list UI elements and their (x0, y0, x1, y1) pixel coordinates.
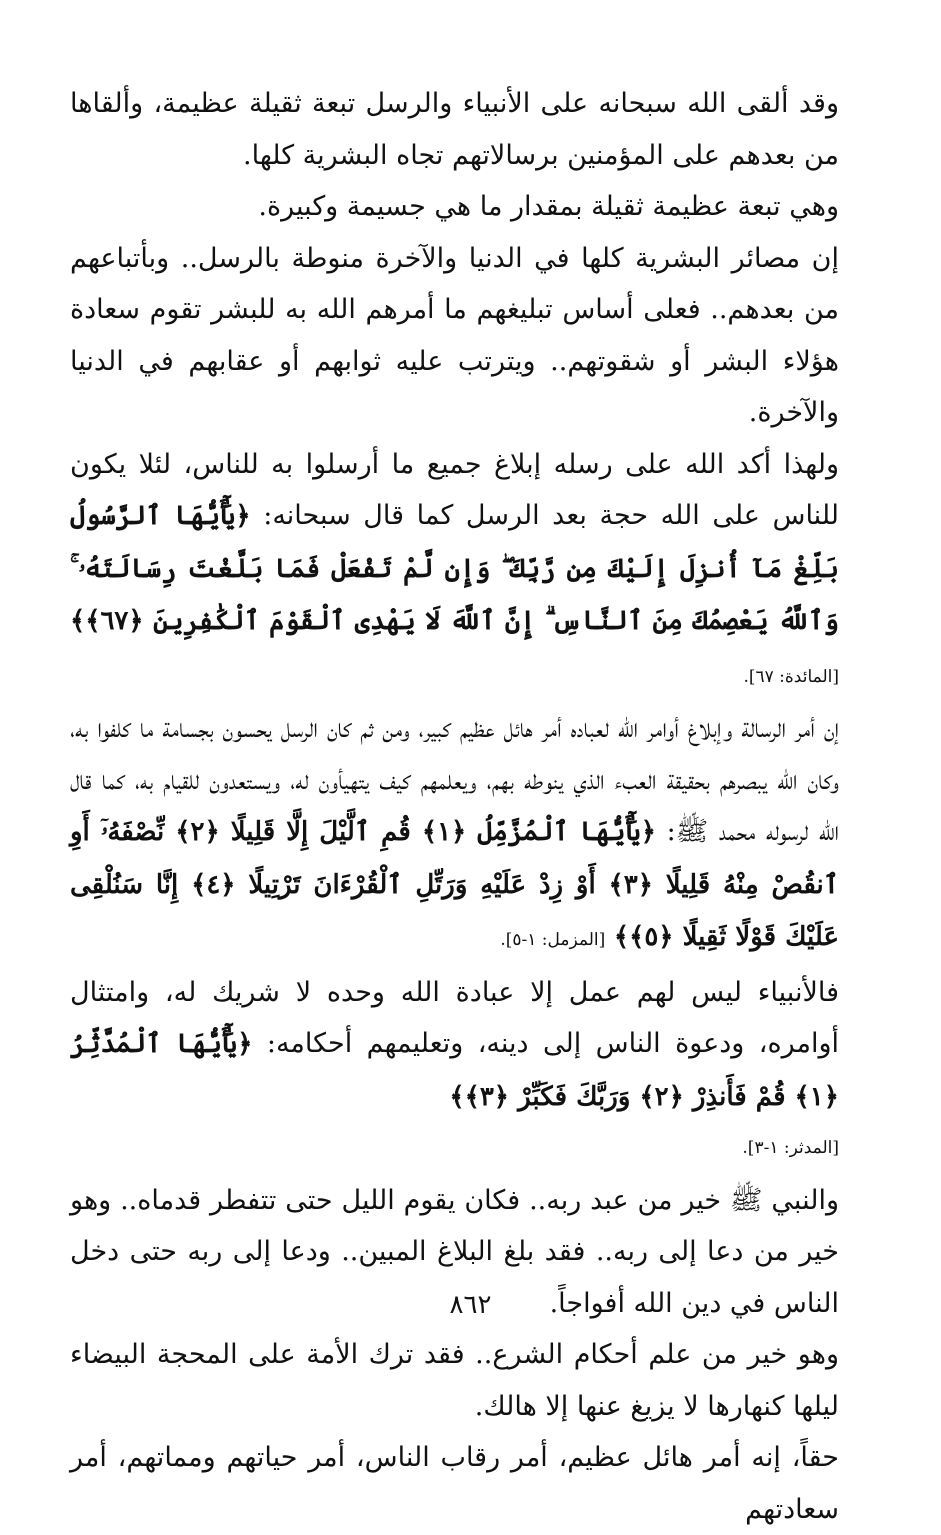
quran-verse: ﴿يَٰٓأَيُّهَا ٱلْمُدَّثِّرُ ﴿١﴾ قُمْ فَأَنذِرْ ﴿٢﴾ وَرَبَّكَ فَكَبِّرْ ﴿٣﴾﴾ (70, 1029, 839, 1112)
paragraph-6 (70, 967, 839, 1124)
paragraph-text: وهو خير من علم أحكام الشرع.. فقد ترك الأمة على المحجة البيضاء ليلها كنهارها لا يزيغ عنها إلا هالك. (70, 1339, 839, 1422)
paragraph-2 (70, 181, 839, 233)
paragraph-text: إن أمر الرسالة وإبلاغ أوامر الله لعباده أمر هائل عظيم كبير، ومن ثم كان الرسل يحسون بجسامة ما كلفوا به، وكان الله يبصرهم بحقيقة العبء الذي ينوطه بهم، ويعلمهم كيف يتهيأون له، ويستعدون للقيام به، كما قال الله لرسوله محمد ﷺ: (70, 713, 839, 847)
verse-reference: [المائدة: ٦٧]. (743, 666, 839, 687)
verse-reference: [المزمل: ١-٥]. (500, 930, 606, 950)
quran-verse: ﴿يَٰٓأَيُّهَا ٱلرَّسُولُ بَلِّغْ مَآ أُنزِلَ إِلَيْكَ مِن رَّبِّكَ ۖ وَإِن لَّمْ تَفْعَلْ فَمَا بَلَّغْتَ رِسَالَتَهُۥ ۚ وَٱللَّهُ يَعْصِمُكَ مِنَ ٱلنَّاسِ ۗ إِنَّ ٱللَّهَ لَا يَهْدِى ٱلْقَوْمَ ٱلْكَٰفِرِينَ ﴿٦٧﴾﴾ (70, 501, 839, 636)
verse-reference-line (70, 1123, 839, 1175)
paragraph-text: فالأنبياء ليس لهم عمل إلا عبادة الله وحده لا شريك له، وامتثال أوامره، ودعوة الناس إلى دينه، وتعليمهم أحكامه: (70, 976, 839, 1059)
paragraph-text: حقاً، إنه أمر هائل عظيم، أمر رقاب الناس، أمر حياتهم ومماتهم، أمر سعادتهم (70, 1442, 839, 1525)
paragraph-text: إن مصائر البشرية كلها في الدنيا والآخرة منوطة بالرسل.. وبأتباعهم من بعدهم.. فعلى أساس تبليغهم ما أمرهم الله به للبشر تقوم سعادة هؤلاء البشر أو شقوتهم.. ويترتب عليه ثوابهم أو عقابهم في الدنيا والآخرة. (70, 242, 839, 428)
paragraph-8 (70, 1329, 839, 1432)
paragraph-text: ولهذا أكد الله على رسله إبلاغ جميع ما أرسلوا به للناس، لئلا يكون للناس على الله حجة بعد الرسل كما قال سبحانه: (70, 448, 839, 531)
paragraph-text: وهي تبعة عظيمة ثقيلة بمقدار ما هي جسيمة وكبيرة. (258, 191, 839, 222)
page-number: ٨٦٢ (449, 1290, 492, 1320)
verse-reference: [المدثر: ١-٣]. (742, 1138, 839, 1158)
paragraph-3 (70, 233, 839, 439)
paragraph-5 (70, 703, 839, 967)
paragraph-9 (70, 1432, 839, 1535)
quran-verse: ﴿يَٰٓأَيُّهَا ٱلْمُزَّمِّلُ ﴿١﴾ قُمِ ٱلَّيْلَ إِلَّا قَلِيلًا ﴿٢﴾ نِّصْفَهُۥٓ أَوِ ٱنقُصْ مِنْهُ قَلِيلًا ﴿٣﴾ أَوْ زِدْ عَلَيْهِ وَرَتِّلِ ٱلْقُرْءَانَ تَرْتِيلًا ﴿٤﴾ إِنَّا سَنُلْقِى عَلَيْكَ قَوْلًا ثَقِيلًا ﴿٥﴾﴾ (70, 817, 839, 952)
paragraph-1 (70, 78, 839, 181)
paragraph-text: وقد ألقى الله سبحانه على الأنبياء والرسل تبعة ثقيلة عظيمة، وألقاها من بعدهم على المؤمنين برسالاتهم تجاه البشرية كلها. (70, 88, 839, 171)
paragraph-4 (70, 439, 839, 704)
paragraph-text: والنبي ﷺ خير من عبد ربه.. فكان يقوم الليل حتى تتفطر قدماه.. وهو خير من دعا إلى ربه.. فقد بلغ البلاغ المبين.. ودعا إلى ربه حتى دخل الناس في دين الله أفواجاً. (70, 1184, 839, 1319)
